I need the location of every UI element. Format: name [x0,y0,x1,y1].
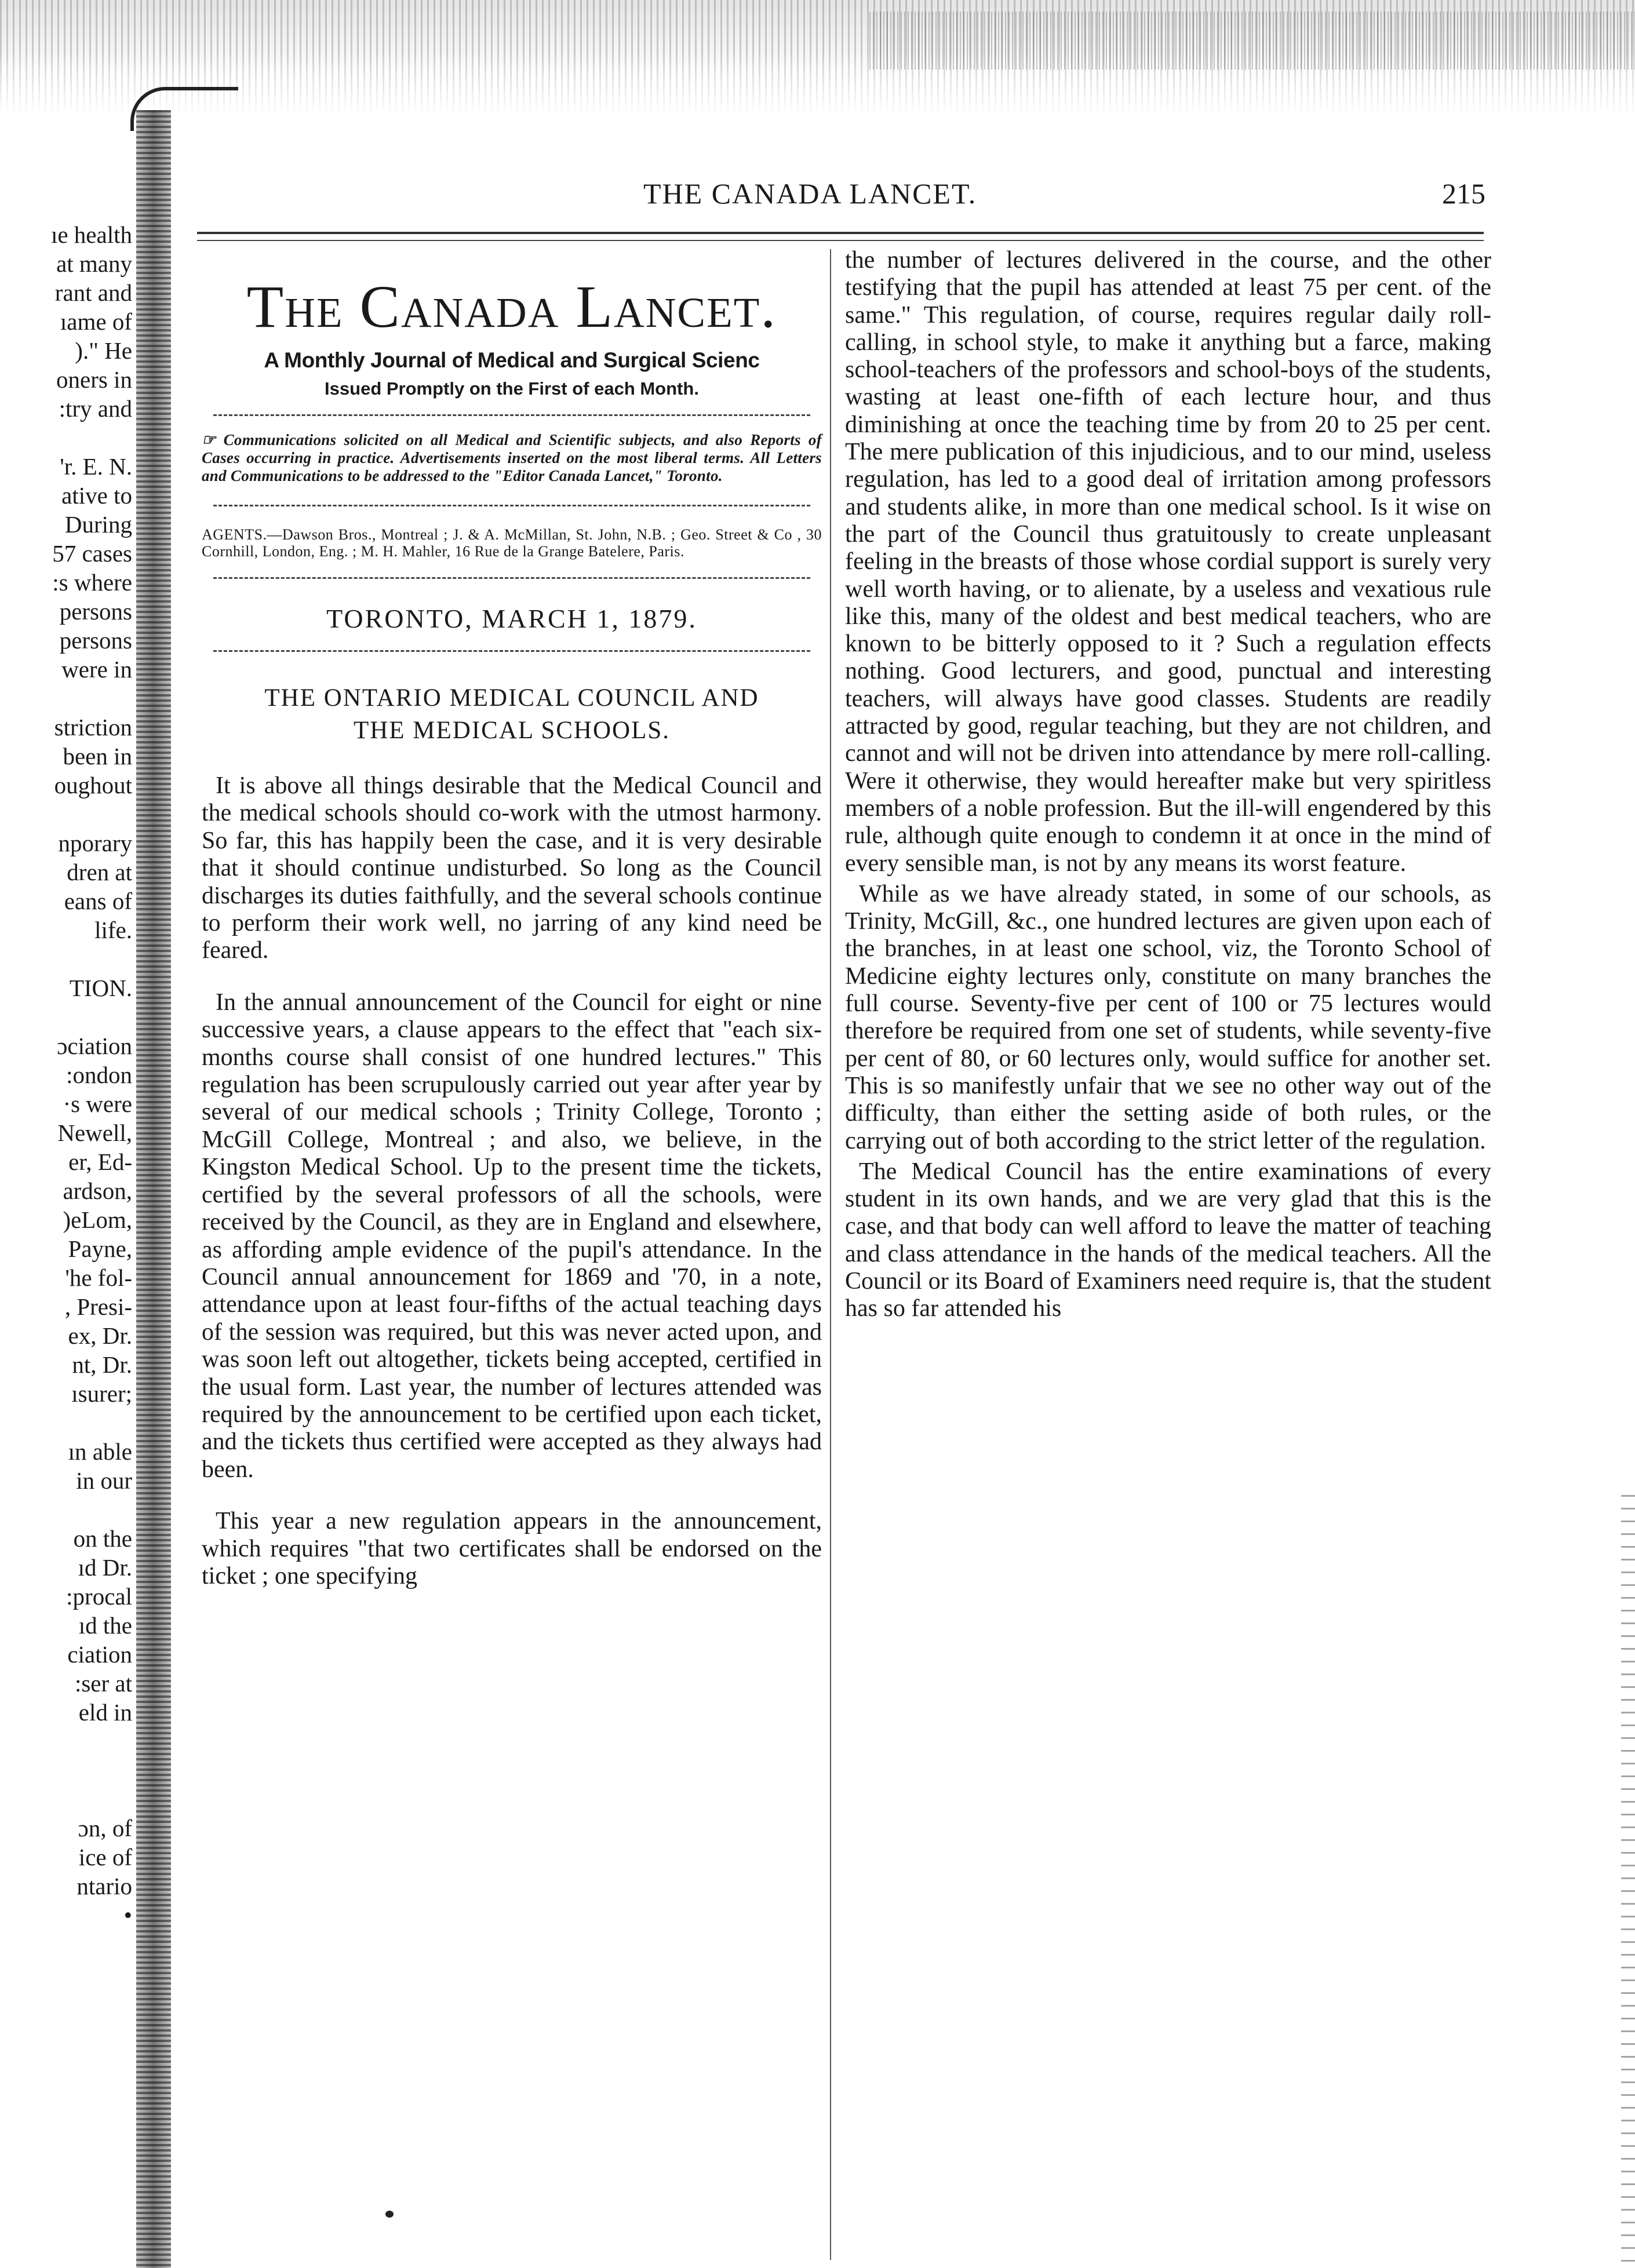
margin-fragment: ıe health [50,221,132,248]
margin-fragment: 'r. E. N. [60,453,132,480]
margin-fragment: eans of [64,888,132,914]
margin-fragment: ɔn, of [78,1815,132,1842]
masthead-subtitle: A Monthly Journal of Medical and Surgical Scienc [264,348,760,372]
scan-noise-right-edge [1621,1495,1635,2266]
article-paragraph: While as we have already stated, in some of our schools, as Trinity, McGill, &c., one hundred lectures are given upon each of the branches, in at least one school, viz, the Toronto School of Medicine eighty lectures only, constitute on many branches the full course. Seventy-five per cent of 100 or 75 lectures would therefore be required from one set of students, while seventy-five per cent of 80, or 60 lectures only, would suffice for another set. This is so manifestly unfair that we see no other way out of the difficulty, than either the setting aside of both rules, or the carrying out of both according to the strict letter of the regulation. [845,880,1491,1154]
margin-fragment [0,1495,132,1524]
masthead-title: The Canada Lancet. [246,274,777,340]
margin-fragment: ardson, [63,1177,132,1204]
article-paragraph: The Medical Council has the entire examinations of every student in its own hands, and we are very glad that this is the case, and that body can well afford to leave the matter of teaching and class attendance in the hands of the medical teachers. All the Council or its Board of Examiners need require is, that the student has so far attended his [845,1158,1491,1322]
article-paragraph: It is above all things desirable that the Medical Council and the medical schools should co-work with the utmost harmony. So far, this has happily been the case, and it is very desirable that it should continue undisturbed. So long as the Council discharges its duties faithfully, and the several schools continue to perform their work well, no jarring of any kind need be feared. [202,772,822,964]
margin-fragment: dren at [67,859,132,885]
margin-fragment: ıame of [60,308,132,335]
article-title-line-1: THE ONTARIO MEDICAL COUNCIL AND [264,684,759,712]
margin-fragment: nt, Dr. [72,1351,132,1378]
margin-fragment: life. [94,917,132,943]
margin-fragment [0,1785,132,1814]
margin-fragment: er, Ed- [68,1148,132,1175]
article-title-line-2: THE MEDICAL SCHOOLS. [353,717,671,744]
running-head: THE CANADA LANCET. [643,177,977,210]
margin-fragment [0,423,132,452]
margin-fragment: rant and [54,279,132,306]
binding-gutter [136,110,171,2268]
margin-fragment: on the [73,1525,132,1552]
right-column [845,247,1491,1323]
margin-fragment: :procal [66,1583,132,1610]
margin-fragment: )eLom, [63,1206,132,1233]
notice-rule [213,505,810,506]
header-rule [197,232,1484,234]
previous-page-margin-text [0,191,132,1930]
margin-fragment: ıd Dr. [78,1554,132,1581]
scan-noise-top-right [869,12,1635,70]
dateline: TORONTO, MARCH 1, 1879. [326,604,697,633]
left-column [202,243,822,1614]
article-title [202,682,822,747]
margin-fragment: 'he fol- [65,1264,132,1291]
margin-fragment: oners in [56,366,132,393]
margin-fragment [0,945,132,973]
column-divider [830,249,831,2260]
margin-fragment [0,1727,132,1756]
margin-fragment: :ondon [66,1062,132,1088]
margin-fragment: Newell, [57,1120,132,1146]
margin-fragment: in our [76,1467,132,1494]
agents-rule [213,577,810,579]
margin-fragment: Payne, [68,1235,132,1262]
margin-fragment: :s where [52,569,132,596]
margin-fragment: ex, Dr. [68,1322,132,1349]
margin-fragment [0,1408,132,1437]
header-rule-secondary [197,240,1484,241]
margin-fragment: striction [54,714,132,741]
margin-fragment: ɔciation [57,1033,132,1059]
ink-speck [385,2211,394,2218]
margin-fragment: TION. [69,975,132,1001]
article-paragraph: the number of lectures delivered in the course, and the other testifying that the pupil has attended at least 75 per cent. of the same." This regulation, of course, requires regular daily roll-calling, in school style, to make it anything but a farce, making school-teachers of the professors and school-boys of the students, wasting at least one-fifth of each lecture hour, and thus diminishing at once the teaching time by from 20 to 25 per cent. The mere publication of this injudicious, and to our mind, useless regulation, has led to a good deal of irritation among professors and students alike, in more than one medical school. Is it wise on the part of the Council thus gratuitously to create unpleasant feeling in the breasts of those whose cordial support is surely very well worth having, or to alienate, by a useless and vexatious rule like this, many of the oldest and best medical teachers, who are known to be bitterly opposed to it ? Such a regulation effects nothing. Good lecturers, and good, punctual and interesting teachers, will always have good classes. Students are readily attracted by good, regular teaching, but they are not children, and cannot and will not be driven into attendance by mere roll-calling. Were it otherwise, they would hereafter make but very spiritless members of a noble profession. But the ill-will engendered by this rule, although quite enough to condemn it at once in the mind of every sensible man, is not by any means its worst feature. [845,247,1491,877]
margin-fragment [0,1002,132,1031]
article-paragraph: This year a new regulation appears in the announcement, which requires "that two certificates shall be endorsed on the ticket ; one specifying [202,1508,822,1589]
margin-fragment: ıd the [78,1612,132,1639]
margin-fragment: • [123,1902,132,1928]
communications-notice: ☞ Communications solicited on all Medical and Scientific subjects, and also Reports of Cases occurring in practice. Advertisements inserted on the most liberal terms. All Letters and Communications to be addressed to the "Editor Canada Lancet," Toronto. [202,431,822,484]
margin-fragment: were in [61,656,132,683]
margin-fragment: been in [63,743,132,770]
margin-fragment: ice of [78,1844,132,1870]
margin-fragment: , Presi- [64,1293,132,1320]
margin-fragment: ısurer; [71,1380,132,1407]
margin-fragment: During [64,511,132,538]
margin-fragment: :ser at [74,1670,132,1697]
masthead-tagline: Issued Promptly on the First of each Month. [325,378,699,399]
margin-fragment: oughout [54,772,132,798]
agents-notice: AGENTS.—Dawson Bros., Montreal ; J. & A. McMillan, St. John, N.B. ; Geo. Street & Co , 30 Cornhill, London, Eng. ; M. H. Mahler, 16 Rue de la Grange Batelere, Paris. [202,526,822,560]
margin-fragment: at many [56,250,132,277]
margin-fragment: 57 cases [52,540,132,567]
margin-fragment [0,191,132,220]
margin-fragment [0,684,132,713]
margin-fragment [0,800,132,829]
margin-fragment: eld in [78,1699,132,1726]
margin-fragment: nporary [58,830,132,856]
margin-fragment: ative to [61,482,132,509]
masthead-rule [213,414,810,416]
margin-fragment: )." He [75,337,132,364]
margin-fragment [0,1756,132,1785]
margin-fragment: ·s were [63,1091,132,1117]
margin-fragment: ın able [68,1438,132,1465]
margin-fragment: :try and [59,395,132,422]
margin-fragment: persons [59,627,132,654]
margin-fragment: ciation [67,1641,132,1668]
dateline-rule [213,650,810,652]
page-number: 215 [1442,177,1485,210]
margin-fragment: ntario [77,1873,132,1899]
article-paragraph: In the annual announcement of the Council for eight or nine successive years, a clause appears to the effect that "each six-months course shall consist of one hundred lectures." This regulation has been scrupulously carried out year after year by several of our medical schools ; Trinity College, Toronto ; McGill College, Montreal ; and also, we believe, in the Kingston Medical School. Up to the present time the tickets, certified by the several professors of all the schools, were received by the Council, as they are in England and elsewhere, as affording ample evidence of the pupil's attendance. In the Council annual announcement for 1869 and '70, in a note, attendance upon at least four-fifths of the actual teaching days of the session was required, but this was never acted upon, and was soon left out altogether, tickets being accepted, certified in the usual form. Last year, the number of lectures attended was required by the announcement to be certified upon each ticket, and the tickets thus certified were accepted as they always had been. [202,989,822,1483]
margin-fragment: persons [59,598,132,625]
